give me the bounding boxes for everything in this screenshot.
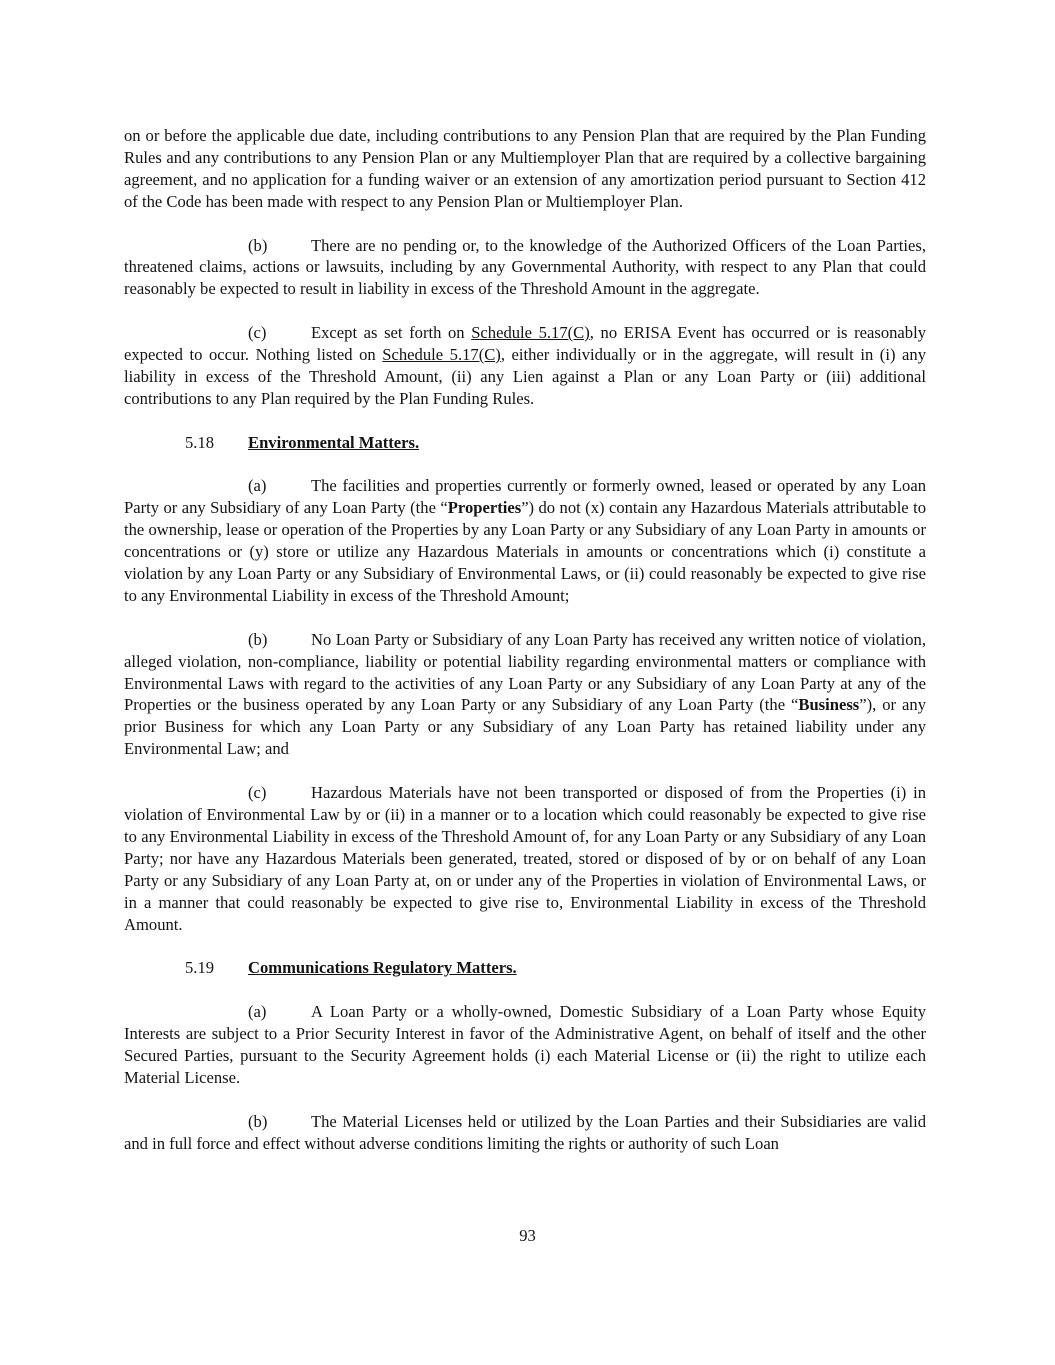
section-5-18-c [124,782,926,935]
clause-text: ”) do not (x) contain any Hazardous Materials attributable to the ownership, lease or operation of the Properties by any Loan Party or any Subsidiary of any Loan Party in amounts or concentrations or (y) store or utilize any Hazardous Materials in amounts or concentrations which (i) constitute a violation by any Loan Party or any Subsidiary of Environmental Laws, or (ii) could reasonably be expected to give rise to any Environmental Liability in excess of the Threshold Amount; [124,498,927,605]
clause-text: , no ERISA Event has occurred or is reasonably expected to occur. Nothing listed on [124,323,926,365]
clause-text: The Material Licenses held or utilized by the Loan Parties and their Subsidiaries are valid and in full force and effect without adverse conditions limiting the rights or authority of such Loan [124,1111,926,1153]
clause-text: , either individually or in the aggregate, will result in (i) any liability in excess of the Threshold Amount, (ii) any Lien against a Plan or any Loan Party or (iii) additional contributions to any Plan required by the Plan Funding Rules. [124,345,926,408]
clause-text: There are no pending or, to the knowledge of the Authorized Officers of the Loan Parties, threatened claims, actions or lawsuits, including by any Governmental Authority, with respect to any Plan that could reasonably be expected to result in liability in excess of the Threshold Amount in the aggregate. [124,235,926,299]
clause-text: Hazardous Materials have not been transported or disposed of from the Properties (i) in violation of Environmental Law by or (ii) in a manner or to a location which could reasonably be expected to give rise to any Environmental Liability in excess of the Threshold Amount of, for any Loan Party or any Subsidiary of any Loan Party; nor have any Hazardous Materials been generated, treated, stored or disposed of by or on behalf of any Loan Party or any Subsidiary of any Loan Party at, on or under any of the Properties in violation of Environmental Laws, or in a manner that could reasonably be expected to give rise to, Environmental Liability in excess of the Threshold Amount. [124,783,926,934]
section-title: Environmental Matters. [248,432,420,452]
section-5-17-c [124,322,926,410]
clause-marker: (c) [248,323,267,343]
section-number: 5.19 [185,958,215,978]
clause-marker: (b) [248,629,268,649]
section-5-19-b [124,1111,926,1155]
section-title: Communications Regulatory Matters. [248,958,517,978]
clause-text: The facilities and properties currently or formerly owned, leased or operated by any Loan Party or any Subsidiary of any Loan Party (the “ [124,476,926,518]
section-5-19-a [124,1001,926,1089]
clause-marker: (a) [248,476,267,496]
clause-text: No Loan Party or Subsidiary of any Loan Party has received any written notice of violation, alleged violation, non-compliance, liability or potential liability regarding environmental matters or compliance with Environmental Laws with regard to the activities of any Loan Party or any Subsidiary of any Loan Party at any of the Properties or the business operated by any Loan Party or any Subsidiary of any Loan Party (the “ [124,629,926,715]
schedule-reference: Schedule 5.17(C) [382,345,501,365]
section-5-17-b [124,235,926,301]
section-5-18-a [124,475,926,606]
section-number: 5.18 [185,432,215,452]
clause-text: Except as set forth on [311,323,472,343]
defined-term: Business [798,695,860,715]
clause-text: A Loan Party or a wholly-owned, Domestic Subsidiary of a Loan Party whose Equity Interests are subject to a Prior Security Interest in favor of the Administrative Agent, on behalf of itself and the other Secured Parties, pursuant to the Security Agreement holds (i) each Material License or (ii) the right to utilize each Material License. [124,1002,926,1087]
clause-marker: (a) [248,1002,267,1022]
clause-marker: (b) [248,235,268,255]
intro-paragraph: on or before the applicable due date, including contributions to any Pension Plan that are required by the Plan Funding Rules and any contributions to any Pension Plan or any Multiemployer Plan that are required by a collective bargaining agreement, and no application for a funding waiver or an extension of any amortization period pursuant to Section 412 of the Code has been made with respect to any Pension Plan or Multiemployer Plan. [124,126,926,211]
section-5-18-heading [124,432,926,454]
clause-marker: (b) [248,1111,268,1131]
schedule-reference: Schedule 5.17(C) [471,323,590,343]
clause-marker: (c) [248,783,267,803]
document-page [124,125,926,1154]
clause-text: ”), or any prior Business for which any Loan Party or any Subsidiary of any Loan Party has retained liability under any Environmental Law; and [124,695,926,759]
section-5-18-b [124,629,926,760]
defined-term: Properties [447,498,522,518]
page-number: 93 [519,1226,536,1245]
section-5-19-heading [124,957,926,979]
